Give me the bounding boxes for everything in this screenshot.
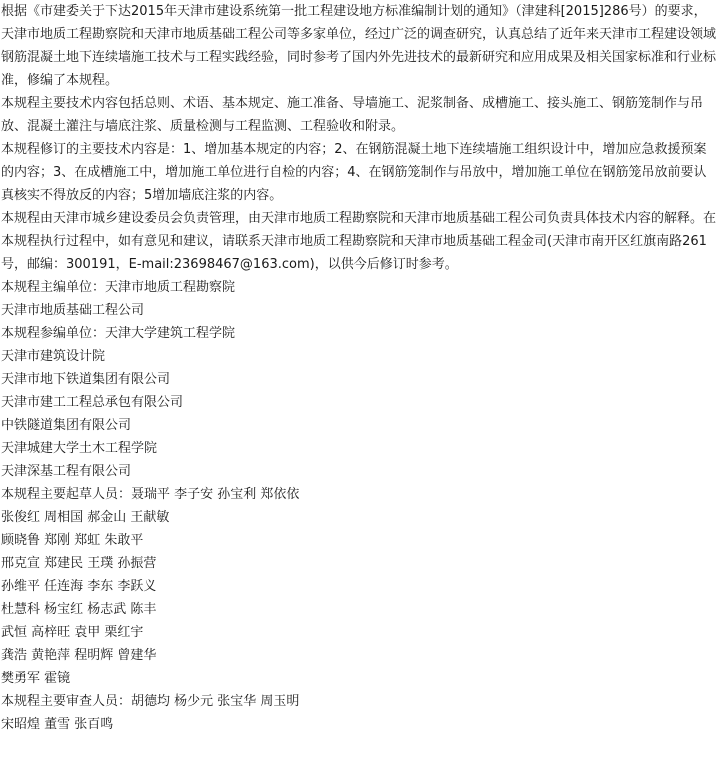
drafters-line-3: 顾晓鲁 郑刚 郑虹 朱敢平: [1, 533, 144, 548]
chief-editor-unit: 本规程主编单位：天津市地质工程勘察院: [1, 280, 236, 295]
participating-unit-7: 天津深基工程有限公司: [1, 464, 132, 479]
participating-unit-4: 天津市建工工程总承包有限公司: [1, 395, 184, 410]
drafters-line-5: 孙维平 任连海 李东 李跃义: [1, 579, 157, 594]
drafters-line-2: 张俊红 周相国 郝金山 王献敏: [1, 510, 170, 525]
drafters-line-8: 龚浩 黄艳萍 程明辉 曾建华: [1, 648, 157, 663]
management-paragraph: 本规程由天津市城乡建设委员会负责管理，由天津市地质工程勘察院和天津市地质基础工程公司负责具体技术内容的解释。在本规程执行过程中，如有意见和建议，请联系天津市地质工程勘察院和天津市地质基础工程金司(天津市南开区红旗南路261号，邮编：300191，E-mail:23698467@163.com)，以供今后修订时参考。: [1, 211, 717, 272]
drafters-line-7: 武恒 高梓旺 袁甲 栗红宇: [1, 625, 144, 640]
intro-paragraph: 根据《市建委关于下达2015年天津市建设系统第一批工程建设地方标准编制计划的通知》（津建科[2015]286号）的要求，天津市地质工程勘察院和天津市地质基础工程公司等多家单位，经过广泛的调查研究，认真总结了近年来天津市工程建设领域钢筋混凝土地下连续墙施工技术与工程实践经验，同时参考了国内外先进技术的最新研究和应用成果及相关国家标准和行业标准，修编了本规程。: [1, 4, 717, 88]
reviewers-line: 本规程主要审查人员：胡德均 杨少元 张宝华 周玉明: [1, 694, 300, 709]
chief-editor-unit-2: 天津市地质基础工程公司: [1, 303, 145, 318]
revision-content-paragraph: 本规程修订的主要技术内容是：1、增加基本规定的内容；2、在钢筋混凝土地下连续墙施工组织设计中，增加应急救援预案的内容；3、在成槽施工中，增加施工单位进行自检的内容；4、在钢筋笼制作与吊放中，增加施工单位在钢筋笼吊放前要认真核实不得放反的内容；5增加墙底注浆的内容。: [1, 142, 707, 203]
main-content-paragraph: 本规程主要技术内容包括总则、术语、基本规定、施工准备、导墙施工、泥浆制备、成槽施工、接头施工、钢筋笼制作与吊放、混凝土灌注与墙底注浆、质量检测与工程监测、工程验收和附录。: [1, 96, 704, 134]
participating-unit-3: 天津市地下铁道集团有限公司: [1, 372, 171, 387]
participating-unit-5: 中铁隧道集团有限公司: [1, 418, 132, 433]
participating-unit-2: 天津市建筑设计院: [1, 349, 106, 364]
participating-unit-6: 天津城建大学土木工程学院: [1, 441, 158, 456]
drafters-line-9: 樊勇军 霍镜: [1, 671, 71, 686]
drafters-line-6: 杜慧科 杨宝红 杨志武 陈丰: [1, 602, 157, 617]
participating-unit: 本规程参编单位：天津大学建筑工程学院: [1, 326, 236, 341]
drafters-line-4: 邢克宣 郑建民 王璞 孙振营: [1, 556, 157, 571]
reviewers-line-2: 宋昭煌 董雪 张百鸣: [1, 717, 114, 732]
drafters-line: 本规程主要起草人员：聂瑞平 李子安 孙宝利 郑依依: [1, 487, 300, 502]
